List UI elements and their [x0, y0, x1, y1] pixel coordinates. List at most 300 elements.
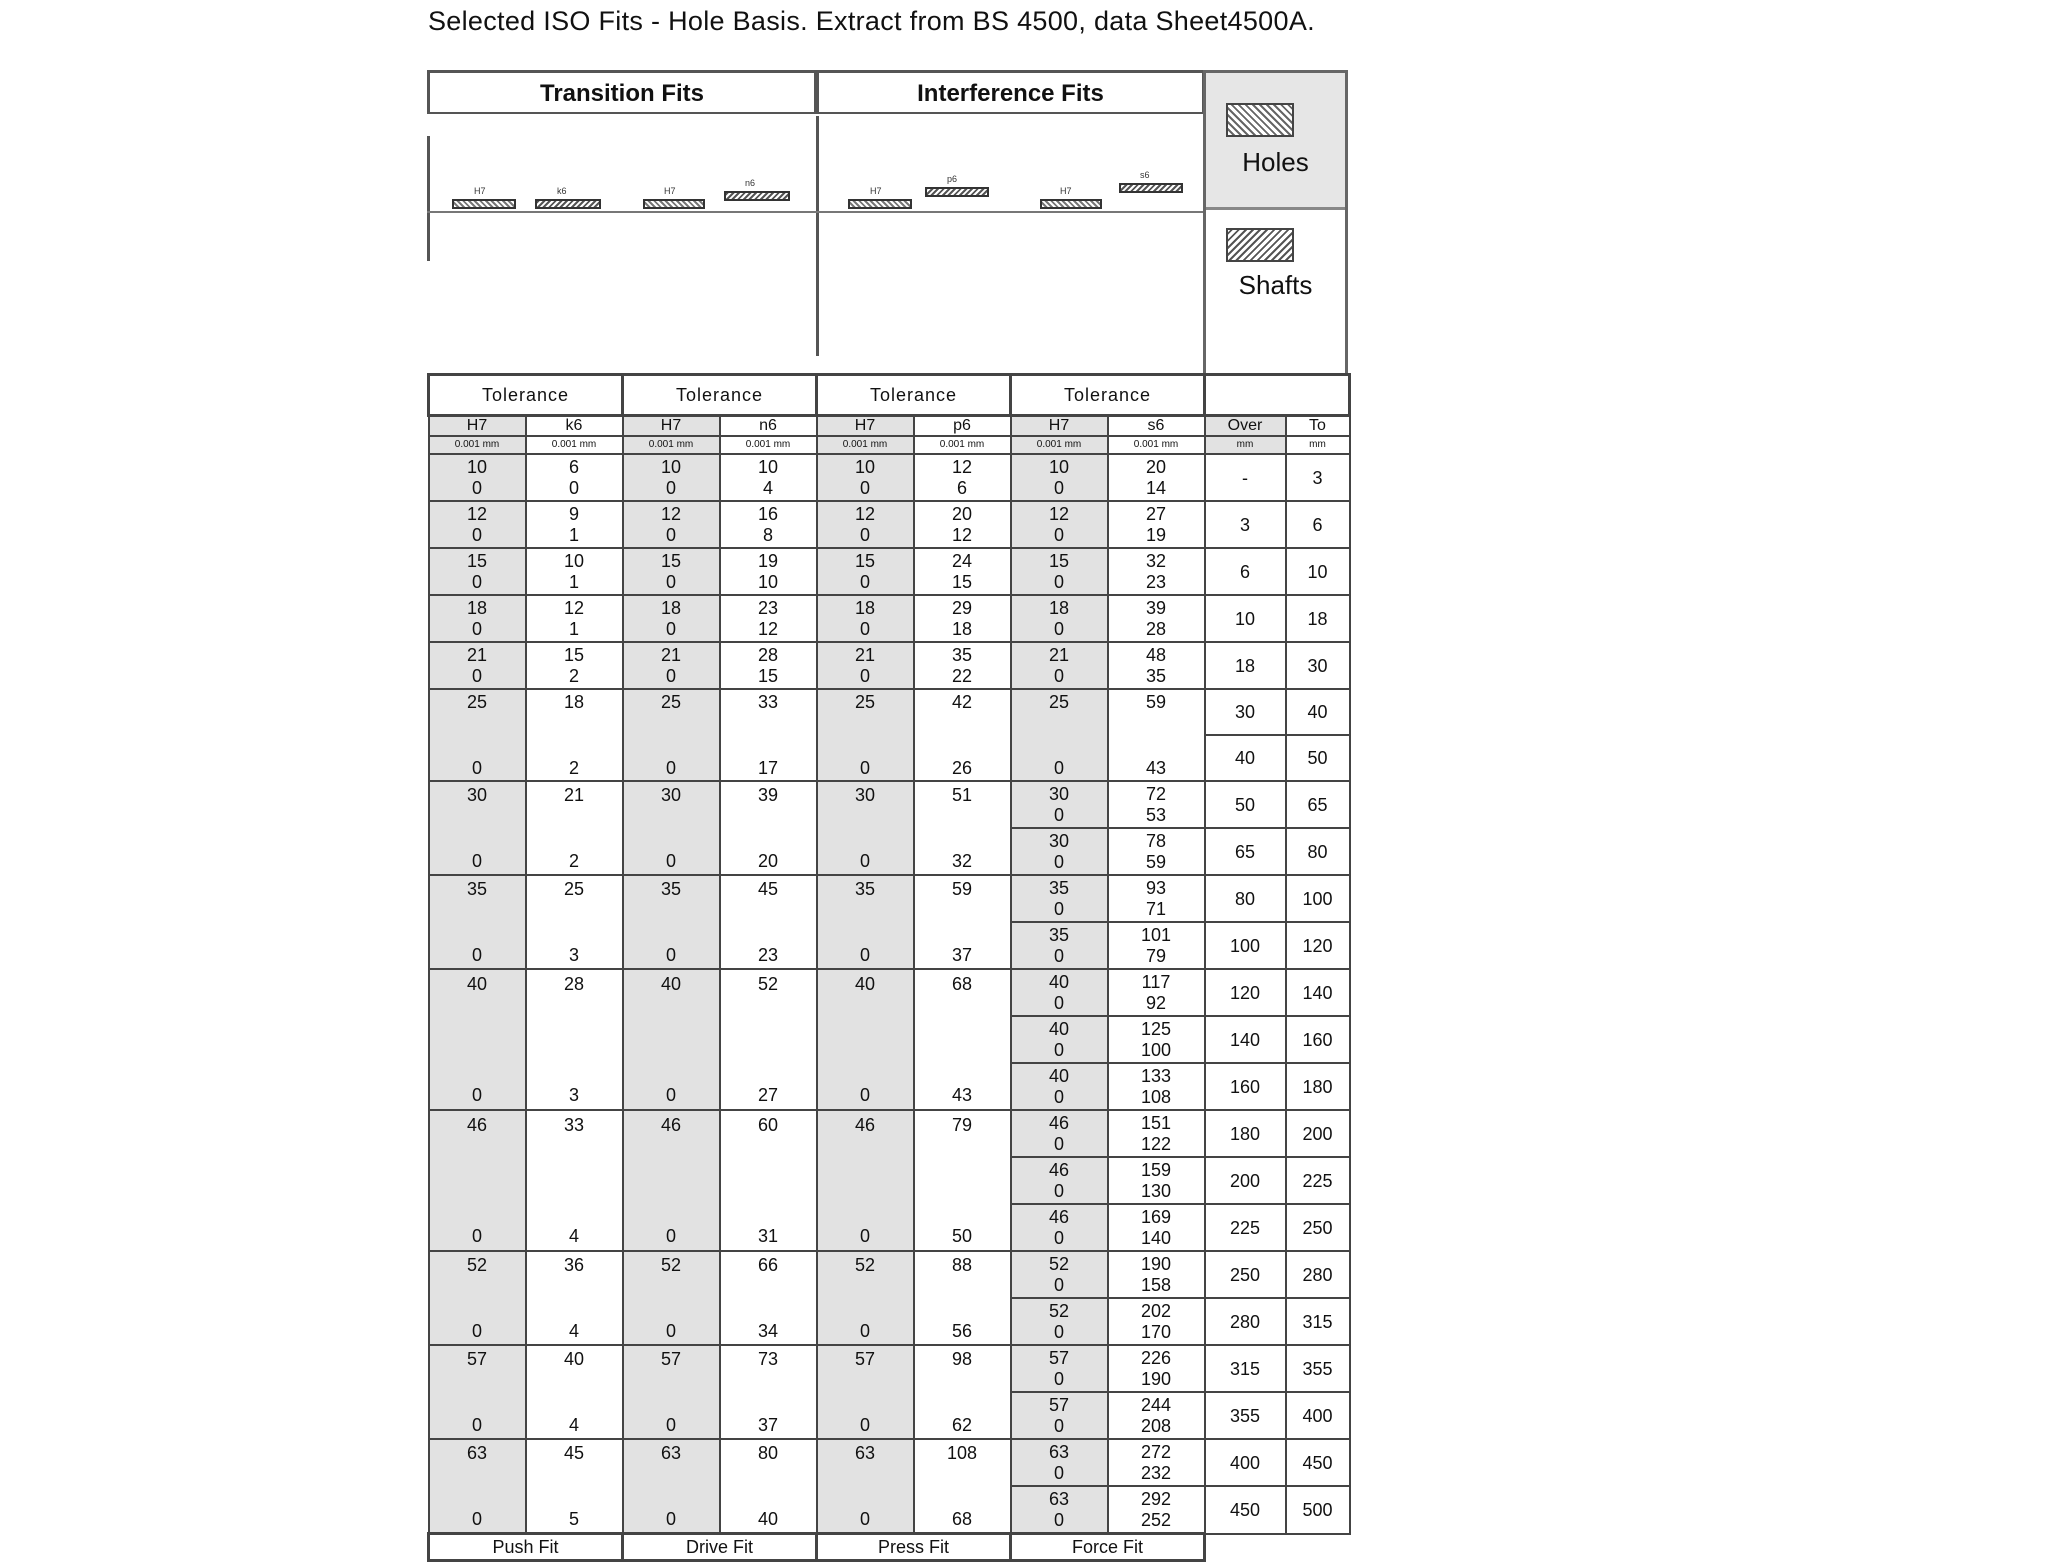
- h7-cell-upper: 12: [466, 504, 488, 524]
- p6-cell: [914, 501, 1011, 548]
- p6-cell-upper: 108: [946, 1443, 978, 1463]
- h7-cell: [429, 1110, 526, 1251]
- h7-cell-upper: 40: [660, 974, 682, 994]
- s6-cell-lower: 108: [1140, 1087, 1172, 1107]
- h7-cell-lower: 0: [1053, 619, 1064, 639]
- s6-cell: [1108, 781, 1205, 828]
- k6-cell-lower: 1: [568, 572, 579, 592]
- k6-cell-lower: 2: [568, 851, 579, 871]
- h7-cell-lower: 0: [471, 478, 482, 498]
- tolerance-push: Tolerance: [429, 375, 623, 416]
- h7-cell: [429, 1345, 526, 1439]
- diagram-label-h7-3: H7: [870, 186, 882, 196]
- h7-cell: [817, 781, 914, 875]
- s6-cell-lower: 140: [1140, 1228, 1172, 1248]
- p6-cell-upper: 59: [951, 879, 973, 899]
- over-cell: 6: [1205, 548, 1286, 595]
- s6-cell-upper: 272: [1140, 1442, 1172, 1462]
- h7-cell-lower: 0: [1053, 1510, 1064, 1530]
- k6-cell: [526, 642, 623, 689]
- s6-cell: [1108, 454, 1205, 501]
- transition-fits-header: Transition Fits: [427, 70, 817, 114]
- h7-cell: [1011, 875, 1108, 922]
- col-p6: p6: [914, 416, 1011, 437]
- unit-p6: 0.001 mm: [914, 436, 1011, 454]
- k6-cell: [526, 781, 623, 875]
- h7-cell-lower: 0: [665, 1509, 676, 1529]
- s6-cell: [1108, 689, 1205, 781]
- n6-cell: [720, 1439, 817, 1534]
- s6-cell-lower: 190: [1140, 1369, 1172, 1389]
- h7-cell-upper: 63: [854, 1443, 876, 1463]
- to-cell: 250: [1286, 1204, 1350, 1251]
- to-cell: 180: [1286, 1063, 1350, 1110]
- s6-cell-upper: 117: [1141, 972, 1171, 992]
- p6-cell-upper: 98: [951, 1349, 973, 1369]
- h7-cell-upper: 35: [854, 879, 876, 899]
- diagram-left-axis: [427, 136, 430, 261]
- h7-cell-lower: 0: [665, 525, 676, 545]
- h7-cell: [817, 1110, 914, 1251]
- h7-cell-upper: 35: [466, 879, 488, 899]
- unit-h7-2: 0.001 mm: [623, 436, 720, 454]
- table-row: [429, 689, 1350, 735]
- p6-cell: [914, 595, 1011, 642]
- over-cell: 250: [1205, 1251, 1286, 1298]
- h7-cell-lower: 0: [859, 1226, 870, 1246]
- p6-cell: [914, 689, 1011, 781]
- s6-cell-lower: 59: [1145, 852, 1167, 872]
- n6-cell-upper: 80: [757, 1443, 779, 1463]
- h7-cell-lower: 0: [471, 1226, 482, 1246]
- footer-force-fit: Force Fit: [1011, 1534, 1205, 1561]
- to-cell: 225: [1286, 1157, 1350, 1204]
- over-cell: 180: [1205, 1110, 1286, 1157]
- k6-cell-lower: 4: [568, 1415, 579, 1435]
- h7-cell: [429, 501, 526, 548]
- unit-h7-3: 0.001 mm: [817, 436, 914, 454]
- diagram-label-h7-1: H7: [474, 186, 486, 196]
- s6-cell-upper: 101: [1140, 925, 1172, 945]
- p6-cell-lower: 68: [951, 1509, 973, 1529]
- h7-cell-upper: 40: [1048, 1019, 1070, 1039]
- s6-cell-upper: 226: [1140, 1348, 1172, 1368]
- h7-cell-lower: 0: [471, 945, 482, 965]
- table-row: [429, 454, 1350, 501]
- n6-cell-upper: 39: [757, 785, 779, 805]
- h7-cell: [1011, 969, 1108, 1016]
- p6-cell: [914, 1251, 1011, 1345]
- h7-cell-lower: 0: [1053, 572, 1064, 592]
- k6-cell-lower: 3: [568, 945, 579, 965]
- to-cell: 450: [1286, 1439, 1350, 1486]
- n6-cell-lower: 34: [757, 1321, 779, 1341]
- h7-cell-upper: 12: [1048, 504, 1070, 524]
- n6-cell-lower: 10: [757, 572, 779, 592]
- h7-cell-lower: 0: [471, 1321, 482, 1341]
- k6-cell-lower: 1: [568, 619, 579, 639]
- s6-cell: [1108, 969, 1205, 1016]
- p6-cell: [914, 1439, 1011, 1534]
- to-cell: 315: [1286, 1298, 1350, 1345]
- h7-cell-upper: 46: [466, 1115, 488, 1135]
- diagram-bar-h7-4: [1040, 199, 1102, 209]
- tolerance-blank: [1205, 375, 1350, 416]
- to-cell: 40: [1286, 689, 1350, 735]
- diagram-bar-n6: [724, 191, 790, 201]
- h7-cell: [1011, 689, 1108, 781]
- table-row: [429, 1439, 1350, 1486]
- h7-cell-lower: 0: [665, 666, 676, 686]
- k6-cell-upper: 10: [563, 551, 585, 571]
- diagram-label-h7-4: H7: [1060, 186, 1072, 196]
- s6-cell-upper: 133: [1140, 1066, 1172, 1086]
- legend-holes-label: Holes: [1242, 147, 1309, 177]
- s6-cell: [1108, 1110, 1205, 1157]
- h7-cell-upper: 30: [466, 785, 488, 805]
- table-row: [429, 969, 1350, 1016]
- table-row: [429, 501, 1350, 548]
- h7-cell: [429, 454, 526, 501]
- legend-shafts-label: Shafts: [1238, 270, 1313, 300]
- h7-cell: [817, 1251, 914, 1345]
- col-s6: s6: [1108, 416, 1205, 437]
- to-cell: 280: [1286, 1251, 1350, 1298]
- h7-cell: [1011, 1251, 1108, 1298]
- over-cell: -: [1205, 454, 1286, 501]
- col-over: Over: [1205, 416, 1286, 437]
- unit-n6: 0.001 mm: [720, 436, 817, 454]
- table-row: [429, 781, 1350, 828]
- n6-cell: [720, 781, 817, 875]
- n6-cell-upper: 10: [757, 457, 779, 477]
- h7-cell-upper: 12: [660, 504, 682, 524]
- h7-cell: [623, 595, 720, 642]
- table-row: [429, 875, 1350, 922]
- n6-cell-upper: 52: [757, 974, 779, 994]
- h7-cell-lower: 0: [859, 525, 870, 545]
- h7-cell-lower: 0: [665, 1085, 676, 1105]
- over-cell: 30: [1205, 689, 1286, 735]
- h7-cell: [1011, 642, 1108, 689]
- n6-cell-upper: 28: [757, 645, 779, 665]
- k6-cell: [526, 454, 623, 501]
- col-h7-2: H7: [623, 416, 720, 437]
- diagram-bar-p6: [925, 187, 989, 197]
- h7-cell-upper: 63: [1048, 1442, 1070, 1462]
- s6-cell-upper: 125: [1140, 1019, 1172, 1039]
- h7-cell-lower: 0: [665, 1321, 676, 1341]
- h7-cell-lower: 0: [471, 572, 482, 592]
- p6-cell-lower: 15: [951, 572, 973, 592]
- h7-cell-upper: 63: [660, 1443, 682, 1463]
- diagram-label-h7-2: H7: [664, 186, 676, 196]
- h7-cell-upper: 15: [1048, 551, 1070, 571]
- h7-cell: [623, 548, 720, 595]
- h7-cell-lower: 0: [859, 478, 870, 498]
- k6-cell-lower: 0: [568, 478, 579, 498]
- h7-cell-upper: 10: [660, 457, 682, 477]
- over-cell: 100: [1205, 922, 1286, 969]
- unit-s6: 0.001 mm: [1108, 436, 1205, 454]
- h7-cell-upper: 30: [1048, 831, 1070, 851]
- h7-cell-upper: 46: [1048, 1207, 1070, 1227]
- h7-cell-upper: 10: [1048, 457, 1070, 477]
- n6-cell: [720, 454, 817, 501]
- h7-cell-upper: 18: [466, 598, 488, 618]
- to-cell: 65: [1286, 781, 1350, 828]
- k6-cell-lower: 3: [568, 1085, 579, 1105]
- n6-cell: [720, 1251, 817, 1345]
- h7-cell-lower: 0: [1053, 525, 1064, 545]
- s6-cell-upper: 20: [1145, 457, 1167, 477]
- p6-cell: [914, 1110, 1011, 1251]
- h7-cell-lower: 0: [471, 1415, 482, 1435]
- h7-cell: [623, 689, 720, 781]
- n6-cell: [720, 689, 817, 781]
- h7-cell-upper: 25: [660, 692, 682, 712]
- k6-cell-upper: 6: [568, 457, 579, 477]
- k6-cell-upper: 36: [563, 1255, 585, 1275]
- h7-cell: [623, 642, 720, 689]
- s6-cell: [1108, 1345, 1205, 1392]
- n6-cell: [720, 501, 817, 548]
- h7-cell-upper: 40: [1048, 1066, 1070, 1086]
- h7-cell-lower: 0: [665, 478, 676, 498]
- diagram-bar-h7-1: [452, 199, 516, 209]
- h7-cell-upper: 21: [660, 645, 682, 665]
- h7-cell: [429, 1439, 526, 1534]
- over-cell: 315: [1205, 1345, 1286, 1392]
- p6-cell-upper: 88: [951, 1255, 973, 1275]
- col-h7-1: H7: [429, 416, 526, 437]
- s6-cell-upper: 190: [1140, 1254, 1172, 1274]
- p6-cell-lower: 32: [951, 851, 973, 871]
- holes-hatch-icon: [1226, 103, 1294, 137]
- p6-cell-lower: 22: [951, 666, 973, 686]
- over-cell: 80: [1205, 875, 1286, 922]
- over-cell: 65: [1205, 828, 1286, 875]
- p6-cell-lower: 62: [951, 1415, 973, 1435]
- zero-line: [427, 211, 1203, 213]
- s6-cell-upper: 292: [1140, 1489, 1172, 1509]
- h7-cell: [1011, 922, 1108, 969]
- h7-cell: [1011, 1204, 1108, 1251]
- h7-cell: [1011, 1298, 1108, 1345]
- h7-cell-upper: 15: [854, 551, 876, 571]
- n6-cell-lower: 20: [757, 851, 779, 871]
- legend-lower: [1206, 210, 1345, 373]
- s6-cell-upper: 48: [1145, 645, 1167, 665]
- k6-cell: [526, 969, 623, 1110]
- h7-cell: [1011, 501, 1108, 548]
- over-cell: 40: [1205, 735, 1286, 781]
- s6-cell-lower: 43: [1145, 758, 1167, 778]
- tolerance-row: [429, 375, 1350, 416]
- s6-cell: [1108, 501, 1205, 548]
- s6-cell-upper: 202: [1140, 1301, 1172, 1321]
- n6-cell-lower: 12: [757, 619, 779, 639]
- h7-cell-upper: 30: [854, 785, 876, 805]
- unit-h7-4: 0.001 mm: [1011, 436, 1108, 454]
- s6-cell-lower: 23: [1145, 572, 1167, 592]
- s6-cell-lower: 71: [1145, 899, 1167, 919]
- h7-cell-upper: 12: [854, 504, 876, 524]
- legend-panel: [1203, 70, 1348, 376]
- interference-fits-header: Interference Fits: [816, 70, 1205, 114]
- h7-cell: [1011, 454, 1108, 501]
- n6-cell-lower: 27: [757, 1085, 779, 1105]
- h7-cell: [623, 501, 720, 548]
- to-cell: 500: [1286, 1486, 1350, 1534]
- to-cell: 6: [1286, 501, 1350, 548]
- table-row: [429, 1345, 1350, 1392]
- p6-cell: [914, 875, 1011, 969]
- h7-cell: [623, 1439, 720, 1534]
- h7-cell-upper: 25: [466, 692, 488, 712]
- col-h7-3: H7: [817, 416, 914, 437]
- h7-cell-upper: 15: [466, 551, 488, 571]
- s6-cell-lower: 122: [1140, 1134, 1172, 1154]
- table-row: [429, 642, 1350, 689]
- h7-cell: [623, 969, 720, 1110]
- s6-cell: [1108, 642, 1205, 689]
- n6-cell-upper: 19: [757, 551, 779, 571]
- diagram-bar-h7-3: [848, 199, 912, 209]
- s6-cell: [1108, 1157, 1205, 1204]
- h7-cell-upper: 10: [854, 457, 876, 477]
- h7-cell-upper: 30: [1048, 784, 1070, 804]
- table-row: [429, 595, 1350, 642]
- p6-cell-upper: 68: [951, 974, 973, 994]
- k6-cell-lower: 4: [568, 1321, 579, 1341]
- k6-cell-lower: 1: [568, 525, 579, 545]
- over-cell: 10: [1205, 595, 1286, 642]
- h7-cell-lower: 0: [1053, 1228, 1064, 1248]
- s6-cell-lower: 232: [1140, 1463, 1172, 1483]
- s6-cell-lower: 252: [1140, 1510, 1172, 1530]
- h7-cell-upper: 46: [854, 1115, 876, 1135]
- p6-cell-upper: 42: [951, 692, 973, 712]
- h7-cell-lower: 0: [1053, 1040, 1064, 1060]
- s6-cell-upper: 151: [1140, 1113, 1172, 1133]
- h7-cell-lower: 0: [665, 758, 676, 778]
- h7-cell: [429, 781, 526, 875]
- diagram-bar-h7-2: [643, 199, 705, 209]
- s6-cell-upper: 27: [1145, 504, 1167, 524]
- k6-cell-upper: 28: [563, 974, 585, 994]
- h7-cell-lower: 0: [1053, 805, 1064, 825]
- h7-cell-lower: 0: [471, 758, 482, 778]
- unit-h7-1: 0.001 mm: [429, 436, 526, 454]
- h7-cell: [1011, 1345, 1108, 1392]
- s6-cell-lower: 14: [1145, 478, 1167, 498]
- h7-cell-upper: 30: [660, 785, 682, 805]
- h7-cell: [623, 1110, 720, 1251]
- fit-type-footer: [429, 1534, 1350, 1561]
- n6-cell-upper: 16: [757, 504, 779, 524]
- tolerance-drive: Tolerance: [623, 375, 817, 416]
- s6-cell-lower: 19: [1145, 525, 1167, 545]
- h7-cell-lower: 0: [1053, 946, 1064, 966]
- h7-cell-upper: 35: [1048, 925, 1070, 945]
- footer-press-fit: Press Fit: [817, 1534, 1011, 1561]
- k6-cell-upper: 45: [563, 1443, 585, 1463]
- diagram-label-p6: p6: [947, 174, 958, 184]
- footer-push-fit: Push Fit: [429, 1534, 623, 1561]
- p6-cell-lower: 6: [956, 478, 967, 498]
- n6-cell-upper: 33: [757, 692, 779, 712]
- n6-cell-upper: 60: [757, 1115, 779, 1135]
- h7-cell-lower: 0: [471, 666, 482, 686]
- over-cell: 450: [1205, 1486, 1286, 1534]
- s6-cell: [1108, 548, 1205, 595]
- h7-cell-upper: 63: [466, 1443, 488, 1463]
- diagram-label-s6: s6: [1140, 170, 1150, 180]
- k6-cell: [526, 548, 623, 595]
- diagram-label-k6: k6: [557, 186, 567, 196]
- k6-cell: [526, 875, 623, 969]
- k6-cell: [526, 501, 623, 548]
- unit-to: mm: [1286, 436, 1350, 454]
- s6-cell-lower: 208: [1140, 1416, 1172, 1436]
- s6-cell-upper: 32: [1145, 551, 1167, 571]
- h7-cell-upper: 46: [660, 1115, 682, 1135]
- h7-cell-upper: 57: [466, 1349, 488, 1369]
- h7-cell: [817, 875, 914, 969]
- s6-cell: [1108, 1063, 1205, 1110]
- k6-cell-lower: 4: [568, 1226, 579, 1246]
- s6-cell-upper: 39: [1145, 598, 1167, 618]
- to-cell: 10: [1286, 548, 1350, 595]
- s6-cell-upper: 78: [1145, 831, 1167, 851]
- h7-cell-upper: 21: [1048, 645, 1070, 665]
- p6-cell-lower: 12: [951, 525, 973, 545]
- over-cell: 355: [1205, 1392, 1286, 1439]
- p6-cell-lower: 18: [951, 619, 973, 639]
- to-cell: 18: [1286, 595, 1350, 642]
- k6-cell: [526, 1439, 623, 1534]
- code-row: [429, 416, 1350, 437]
- k6-cell-lower: 2: [568, 758, 579, 778]
- iso-fits-table: [427, 373, 1351, 1562]
- s6-cell-upper: 169: [1140, 1207, 1172, 1227]
- s6-cell: [1108, 1204, 1205, 1251]
- h7-cell: [817, 1439, 914, 1534]
- diagram-bar-s6: [1119, 183, 1183, 193]
- over-cell: 50: [1205, 781, 1286, 828]
- h7-cell: [1011, 595, 1108, 642]
- n6-cell-lower: 31: [757, 1226, 779, 1246]
- h7-cell-upper: 57: [660, 1349, 682, 1369]
- h7-cell-lower: 0: [1053, 899, 1064, 919]
- to-cell: 30: [1286, 642, 1350, 689]
- h7-cell-lower: 0: [471, 525, 482, 545]
- tolerance-press: Tolerance: [817, 375, 1011, 416]
- k6-cell-lower: 2: [568, 666, 579, 686]
- h7-cell-lower: 0: [1053, 1463, 1064, 1483]
- col-to: To: [1286, 416, 1350, 437]
- h7-cell-upper: 52: [1048, 1301, 1070, 1321]
- h7-cell: [429, 548, 526, 595]
- over-cell: 200: [1205, 1157, 1286, 1204]
- h7-cell-lower: 0: [1053, 1322, 1064, 1342]
- to-cell: 140: [1286, 969, 1350, 1016]
- to-cell: 80: [1286, 828, 1350, 875]
- s6-cell-lower: 92: [1145, 993, 1167, 1013]
- s6-cell: [1108, 922, 1205, 969]
- over-cell: 160: [1205, 1063, 1286, 1110]
